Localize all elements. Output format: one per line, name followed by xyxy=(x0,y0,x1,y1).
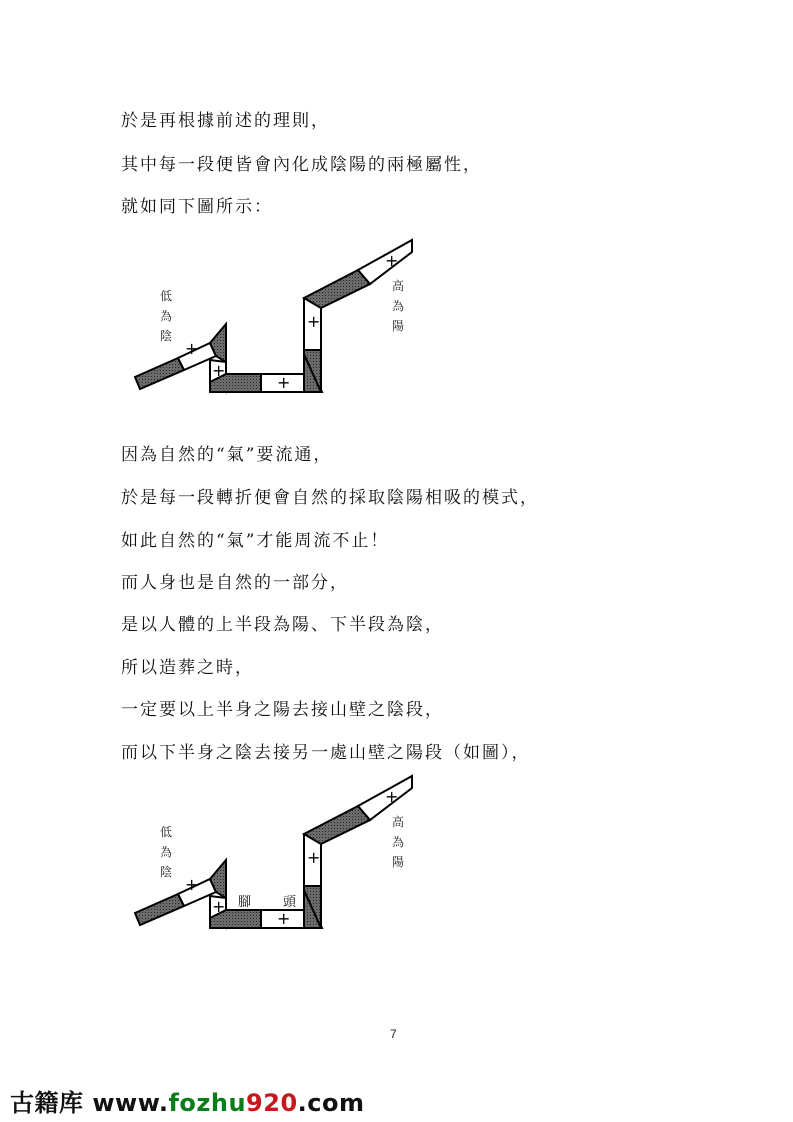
text-line-2: 其中每一段便皆會內化成陰陽的兩極屬性， xyxy=(121,155,482,175)
plus-sign: + xyxy=(185,875,199,894)
plus-sign: + xyxy=(277,373,291,392)
plus-sign: + xyxy=(185,339,199,358)
left-label-char: 陰 xyxy=(160,329,173,343)
plus-sign: + xyxy=(385,251,399,270)
text-line-1: 於是再根據前述的理則， xyxy=(121,111,330,131)
left-label-char: 低 xyxy=(160,825,173,839)
segment-low-slope-yin xyxy=(135,358,184,389)
watermark-url-suffix: .com xyxy=(297,1089,365,1117)
plus-sign: + xyxy=(212,897,226,916)
head-label: 頭 xyxy=(283,895,297,910)
segment-high-slope-yin xyxy=(304,806,370,844)
plus-sign: + xyxy=(277,909,291,928)
right-label-char: 高 xyxy=(392,279,405,293)
text-line-3: 就如同下圖所示： xyxy=(121,197,273,217)
right-label-char: 為 xyxy=(392,299,405,313)
text-line-8: 是以人體的上半段為陽、下半段為陰， xyxy=(121,615,444,635)
text-line-9: 所以造葬之時， xyxy=(121,658,254,678)
segment-high-slope-yin xyxy=(304,270,370,308)
text-line-5: 於是每一段轉折便會自然的採取陰陽相吸的模式， xyxy=(121,488,539,508)
yin-yang-diagram-2 xyxy=(118,768,428,948)
plus-sign: + xyxy=(307,848,321,867)
text-line-6: 如此自然的“氣”才能周流不止！ xyxy=(121,531,390,551)
right-label-char: 高 xyxy=(392,815,405,829)
segment-low-slope-yin xyxy=(135,894,184,925)
text-line-7: 而人身也是自然的一部分， xyxy=(121,573,349,593)
watermark-url-name: fozhu xyxy=(168,1089,247,1117)
right-label-char: 為 xyxy=(392,835,405,849)
foot-label: 腳 xyxy=(238,895,252,910)
right-label-char: 陽 xyxy=(392,319,405,333)
yin-yang-diagram-2-svg xyxy=(118,768,428,948)
left-label-char: 陰 xyxy=(160,865,173,879)
site-watermark xyxy=(10,1083,365,1118)
watermark-url-number: 920 xyxy=(246,1089,298,1117)
plus-sign: + xyxy=(385,787,399,806)
right-label-char: 陽 xyxy=(392,855,405,869)
yin-yang-diagram-1 xyxy=(118,232,428,412)
text-line-10: 一定要以上半身之陽去接山壁之陰段， xyxy=(121,700,444,720)
text-line-4: 因為自然的“氣”要流通， xyxy=(121,445,333,465)
watermark-site-name: 古籍库 xyxy=(10,1089,93,1117)
plus-sign: + xyxy=(212,361,226,380)
page-number: 7 xyxy=(390,1027,397,1041)
watermark-url-prefix: www. xyxy=(92,1089,169,1117)
left-label-char: 為 xyxy=(160,845,173,859)
plus-sign: + xyxy=(307,312,321,331)
text-line-11: 而以下半身之陰去接另一處山壁之陽段（如圖）， xyxy=(121,743,531,763)
left-label-char: 為 xyxy=(160,309,173,323)
yin-yang-diagram-1-svg xyxy=(118,232,428,412)
left-label-char: 低 xyxy=(160,289,173,303)
